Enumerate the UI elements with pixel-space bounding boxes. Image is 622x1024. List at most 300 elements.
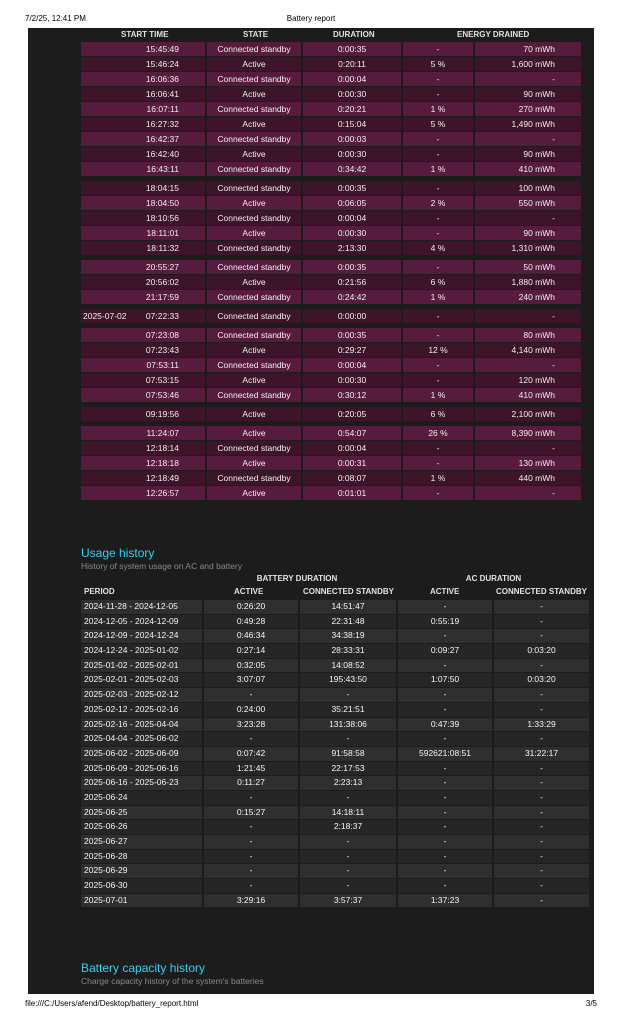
usage-row <box>81 87 581 102</box>
battery-active-cell: - <box>204 850 298 864</box>
energy-mwh-cell: 100 mWh <box>475 181 581 195</box>
duration-cell: 0:20:11 <box>303 57 401 71</box>
start-time: 21:17:59 <box>145 292 179 302</box>
start-time-cell <box>81 328 205 342</box>
state-cell: Connected standby <box>207 328 301 342</box>
print-file-path: file:///C:/Users/afend/Desktop/battery_report.html <box>25 999 199 1008</box>
history-row <box>81 806 589 821</box>
period-cell: 2025-02-12 - 2025-02-16 <box>81 703 202 717</box>
capacity-history-subtitle: Charge capacity history of the system's batteries <box>81 976 264 986</box>
state-cell: Active <box>207 486 301 500</box>
duration-cell: 0:30:12 <box>303 388 401 402</box>
energy-percent-cell: 5 % <box>403 57 473 71</box>
period-cell: 2025-02-16 - 2025-04-04 <box>81 718 202 732</box>
start-time: 18:11:32 <box>146 243 179 253</box>
start-time: 16:07:11 <box>146 104 179 114</box>
period-cell: 2024-12-09 - 2024-12-24 <box>81 629 202 643</box>
usage-row <box>81 471 581 486</box>
energy-percent-cell: - <box>403 147 473 161</box>
start-time: 16:06:36 <box>145 74 179 84</box>
state-cell: Connected standby <box>207 309 301 323</box>
start-time: 16:43:11 <box>146 164 179 174</box>
duration-cell: 0:08:07 <box>303 471 401 485</box>
ac-standby-cell: - <box>494 600 589 614</box>
state-cell: Active <box>207 275 301 289</box>
battery-standby-cell: 34:38:19 <box>300 629 396 643</box>
battery-standby-cell: - <box>300 864 396 878</box>
usage-row <box>81 102 581 117</box>
start-time-cell <box>81 486 205 500</box>
usage-row <box>81 486 581 501</box>
battery-standby-cell: 35:21:51 <box>300 703 396 717</box>
energy-percent-cell: 1 % <box>403 102 473 116</box>
ac-standby-cell: - <box>494 879 589 893</box>
usage-row <box>81 388 581 403</box>
ac-active-cell: 0:55:19 <box>398 615 492 629</box>
start-time-cell <box>81 260 205 274</box>
usage-row <box>81 147 581 162</box>
ac-standby-cell: - <box>494 615 589 629</box>
duration-cell: 0:06:05 <box>303 196 401 210</box>
start-time-cell <box>81 87 205 101</box>
period-cell: 2025-06-02 - 2025-06-09 <box>81 747 202 761</box>
energy-percent-cell: 4 % <box>403 241 473 255</box>
history-row <box>81 644 589 659</box>
usage-row <box>81 441 581 456</box>
battery-standby-cell: 91:58:58 <box>300 747 396 761</box>
duration-cell: 0:34:42 <box>303 162 401 176</box>
energy-percent-cell: 2 % <box>403 196 473 210</box>
battery-standby-cell: 2:23:13 <box>300 776 396 790</box>
state-cell: Active <box>207 407 301 421</box>
state-cell: Connected standby <box>207 241 301 255</box>
ac-active-cell: - <box>398 688 492 702</box>
period-cell: 2025-06-27 <box>81 835 202 849</box>
ac-active-cell: - <box>398 820 492 834</box>
start-time: 12:18:14 <box>145 443 179 453</box>
ac-standby-cell: 1:33:29 <box>494 718 589 732</box>
state-cell: Active <box>207 57 301 71</box>
energy-percent-cell: 6 % <box>403 407 473 421</box>
battery-standby-cell: - <box>300 732 396 746</box>
ac-active-cell: - <box>398 762 492 776</box>
print-doc-title: Battery report <box>286 14 336 23</box>
start-time-cell <box>81 343 205 357</box>
start-time-cell <box>81 456 205 470</box>
ac-active-cell: 0:09:27 <box>398 644 492 658</box>
ac-active-cell: - <box>398 732 492 746</box>
start-time: 11:24:07 <box>146 428 179 438</box>
state-cell: Connected standby <box>207 162 301 176</box>
start-time-cell <box>81 181 205 195</box>
period-cell: 2025-02-01 - 2025-02-03 <box>81 673 202 687</box>
duration-cell: 0:21:56 <box>303 275 401 289</box>
energy-mwh-cell: 270 mWh <box>475 102 581 116</box>
start-time: 18:10:56 <box>145 213 179 223</box>
energy-mwh-cell: - <box>475 486 581 500</box>
print-datetime: 7/2/25, 12:41 PM <box>25 14 86 23</box>
battery-active-cell: - <box>204 864 298 878</box>
usage-row <box>81 456 581 471</box>
start-time-cell <box>81 407 205 421</box>
duration-cell: 0:00:30 <box>303 373 401 387</box>
energy-percent-cell: 12 % <box>403 343 473 357</box>
ac-active-cell: - <box>398 806 492 820</box>
battery-active-cell: 0:11:27 <box>204 776 298 790</box>
ac-active-cell: - <box>398 850 492 864</box>
start-time-cell <box>81 441 205 455</box>
duration-cell: 0:00:04 <box>303 358 401 372</box>
energy-percent-cell: - <box>403 211 473 225</box>
ac-standby-cell: - <box>494 659 589 673</box>
energy-mwh-cell: 50 mWh <box>475 260 581 274</box>
battery-active-cell: 3:23:28 <box>204 718 298 732</box>
period-cell: 2025-06-09 - 2025-06-16 <box>81 762 202 776</box>
energy-percent-cell: - <box>403 309 473 323</box>
duration-cell: 0:29:27 <box>303 343 401 357</box>
energy-mwh-cell: 240 mWh <box>475 290 581 304</box>
battery-standby-cell: 14:18:11 <box>300 806 396 820</box>
energy-mwh-cell: 2,100 mWh <box>475 407 581 421</box>
duration-cell: 0:00:35 <box>303 181 401 195</box>
start-time-cell <box>81 358 205 372</box>
energy-mwh-cell: 1,490 mWh <box>475 117 581 131</box>
ac-active-cell: - <box>398 879 492 893</box>
period-cell: 2025-06-29 <box>81 864 202 878</box>
ac-standby-cell: 0:03:20 <box>494 644 589 658</box>
start-time: 20:55:27 <box>145 262 179 272</box>
start-time: 12:18:18 <box>145 458 179 468</box>
period-cell: 2025-06-16 - 2025-06-23 <box>81 776 202 790</box>
energy-mwh-cell: 1,600 mWh <box>475 57 581 71</box>
start-time: 12:18:49 <box>145 473 179 483</box>
state-cell: Connected standby <box>207 42 301 56</box>
battery-active-cell: - <box>204 835 298 849</box>
ac-active-cell: - <box>398 659 492 673</box>
col-ac-active: ACTIVE <box>430 587 460 596</box>
energy-mwh-cell: 90 mWh <box>475 226 581 240</box>
start-time-cell <box>81 211 205 225</box>
start-time-cell <box>81 102 205 116</box>
start-time-cell <box>81 117 205 131</box>
print-page-number: 3/5 <box>585 999 597 1008</box>
state-cell: Connected standby <box>207 260 301 274</box>
duration-cell: 2:13:30 <box>303 241 401 255</box>
report-page <box>28 28 594 994</box>
ac-active-cell: - <box>398 629 492 643</box>
period-cell: 2025-02-03 - 2025-02-12 <box>81 688 202 702</box>
duration-cell: 0:00:00 <box>303 309 401 323</box>
battery-standby-cell: - <box>300 835 396 849</box>
history-row <box>81 850 589 865</box>
start-time: 20:56:02 <box>145 277 179 287</box>
start-time: 18:11:01 <box>146 228 179 238</box>
state-cell: Connected standby <box>207 132 301 146</box>
start-time-cell <box>81 275 205 289</box>
energy-mwh-cell: 120 mWh <box>475 373 581 387</box>
duration-cell: 0:00:03 <box>303 132 401 146</box>
history-row <box>81 747 589 762</box>
ac-standby-cell: - <box>494 850 589 864</box>
energy-percent-cell: - <box>403 181 473 195</box>
duration-cell: 0:00:31 <box>303 456 401 470</box>
ac-standby-cell: - <box>494 864 589 878</box>
usage-row <box>81 241 581 256</box>
start-time-cell <box>81 471 205 485</box>
start-time-cell <box>81 162 205 176</box>
usage-row <box>81 358 581 373</box>
battery-active-cell: - <box>204 688 298 702</box>
period-cell: 2025-01-02 - 2025-02-01 <box>81 659 202 673</box>
duration-cell: 0:00:30 <box>303 87 401 101</box>
usage-history-table <box>81 600 589 908</box>
battery-active-cell: 0:26:20 <box>204 600 298 614</box>
ac-standby-cell: - <box>494 703 589 717</box>
period-cell: 2024-11-28 - 2024-12-05 <box>81 600 202 614</box>
duration-cell: 0:15:04 <box>303 117 401 131</box>
usage-row <box>81 328 581 343</box>
col-battery-standby: CONNECTED STANDBY <box>303 587 394 596</box>
start-time: 15:45:49 <box>145 44 179 54</box>
col-battery-active: ACTIVE <box>234 587 264 596</box>
start-time-cell <box>81 309 205 323</box>
state-cell: Connected standby <box>207 102 301 116</box>
col-state: STATE <box>243 30 269 39</box>
state-cell: Active <box>207 196 301 210</box>
ac-standby-cell: - <box>494 762 589 776</box>
ac-active-cell: - <box>398 703 492 717</box>
start-time-cell <box>81 132 205 146</box>
start-time: 16:27:32 <box>145 119 179 129</box>
energy-mwh-cell: - <box>475 441 581 455</box>
state-cell: Active <box>207 343 301 357</box>
energy-mwh-cell: 90 mWh <box>475 87 581 101</box>
period-cell: 2025-06-25 <box>81 806 202 820</box>
state-cell: Connected standby <box>207 441 301 455</box>
state-cell: Active <box>207 117 301 131</box>
battery-standby-cell: - <box>300 879 396 893</box>
energy-percent-cell: 6 % <box>403 275 473 289</box>
duration-cell: 0:00:35 <box>303 328 401 342</box>
state-cell: Active <box>207 87 301 101</box>
history-row <box>81 776 589 791</box>
recent-usage-header <box>81 30 581 42</box>
history-row <box>81 732 589 747</box>
history-row <box>81 629 589 644</box>
ac-active-cell: - <box>398 835 492 849</box>
energy-mwh-cell: - <box>475 211 581 225</box>
energy-mwh-cell: 4,140 mWh <box>475 343 581 357</box>
usage-row <box>81 117 581 132</box>
battery-standby-cell: 28:33:31 <box>300 644 396 658</box>
battery-active-cell: 0:07:42 <box>204 747 298 761</box>
usage-row <box>81 226 581 241</box>
energy-mwh-cell: 80 mWh <box>475 328 581 342</box>
state-cell: Connected standby <box>207 290 301 304</box>
history-row <box>81 894 589 909</box>
energy-percent-cell: - <box>403 486 473 500</box>
start-time: 16:42:37 <box>145 134 179 144</box>
start-time-cell <box>81 290 205 304</box>
history-row <box>81 673 589 688</box>
battery-standby-cell: 2:18:37 <box>300 820 396 834</box>
start-time: 16:06:41 <box>145 89 179 99</box>
ac-active-cell: - <box>398 791 492 805</box>
start-time: 07:22:33 <box>145 311 179 321</box>
start-time-cell <box>81 147 205 161</box>
energy-percent-cell: 26 % <box>403 426 473 440</box>
ac-active-cell: - <box>398 600 492 614</box>
start-time-cell <box>81 196 205 210</box>
state-cell: Connected standby <box>207 72 301 86</box>
battery-active-cell: 0:24:00 <box>204 703 298 717</box>
energy-percent-cell: - <box>403 72 473 86</box>
history-row <box>81 791 589 806</box>
energy-mwh-cell: 410 mWh <box>475 388 581 402</box>
battery-active-cell: 1:21:45 <box>204 762 298 776</box>
start-time-cell <box>81 226 205 240</box>
state-cell: Active <box>207 373 301 387</box>
period-cell: 2025-06-26 <box>81 820 202 834</box>
history-row <box>81 820 589 835</box>
battery-standby-cell: 14:08:52 <box>300 659 396 673</box>
history-row <box>81 600 589 615</box>
battery-active-cell: 0:32:05 <box>204 659 298 673</box>
energy-mwh-cell: - <box>475 309 581 323</box>
ac-standby-cell: 0:03:20 <box>494 673 589 687</box>
period-cell: 2024-12-24 - 2025-01-02 <box>81 644 202 658</box>
energy-percent-cell: - <box>403 226 473 240</box>
ac-standby-cell: - <box>494 894 589 908</box>
history-row <box>81 703 589 718</box>
state-cell: Connected standby <box>207 181 301 195</box>
usage-row <box>81 309 581 324</box>
battery-active-cell: 0:15:27 <box>204 806 298 820</box>
battery-standby-cell: 14:51:47 <box>300 600 396 614</box>
duration-cell: 0:24:42 <box>303 290 401 304</box>
state-cell: Connected standby <box>207 211 301 225</box>
state-cell: Active <box>207 456 301 470</box>
duration-cell: 0:00:35 <box>303 260 401 274</box>
start-time: 12:26:57 <box>145 488 179 498</box>
battery-standby-cell: - <box>300 850 396 864</box>
energy-percent-cell: - <box>403 260 473 274</box>
energy-mwh-cell: - <box>475 132 581 146</box>
ac-standby-cell: - <box>494 791 589 805</box>
ac-active-cell: - <box>398 864 492 878</box>
battery-active-cell: 0:49:28 <box>204 615 298 629</box>
state-cell: Connected standby <box>207 388 301 402</box>
period-cell: 2025-06-24 <box>81 791 202 805</box>
energy-mwh-cell: - <box>475 72 581 86</box>
usage-row <box>81 290 581 305</box>
start-time: 07:53:15 <box>145 375 179 385</box>
energy-mwh-cell: 410 mWh <box>475 162 581 176</box>
usage-row <box>81 275 581 290</box>
history-row <box>81 879 589 894</box>
ac-active-cell: 1:37:23 <box>398 894 492 908</box>
period-cell: 2025-06-30 <box>81 879 202 893</box>
history-row <box>81 864 589 879</box>
duration-cell: 0:00:04 <box>303 211 401 225</box>
start-time: 18:04:15 <box>145 183 179 193</box>
period-cell: 2025-07-01 <box>81 894 202 908</box>
duration-cell: 0:00:30 <box>303 147 401 161</box>
energy-percent-cell: 1 % <box>403 290 473 304</box>
start-time: 18:04:50 <box>145 198 179 208</box>
ac-standby-cell: - <box>494 629 589 643</box>
battery-standby-cell: 22:31:48 <box>300 615 396 629</box>
history-row <box>81 615 589 630</box>
energy-mwh-cell: - <box>475 358 581 372</box>
state-cell: Active <box>207 147 301 161</box>
energy-percent-cell: 1 % <box>403 471 473 485</box>
ac-active-cell: 1:07:50 <box>398 673 492 687</box>
start-time: 09:19:56 <box>145 409 179 419</box>
col-ac-standby: CONNECTED STANDBY <box>496 587 587 596</box>
battery-standby-cell: - <box>300 791 396 805</box>
ac-active-cell: 592621:08:51 <box>398 747 492 761</box>
energy-percent-cell: - <box>403 42 473 56</box>
battery-active-cell: 3:29:16 <box>204 894 298 908</box>
ac-standby-cell: 31:22:17 <box>494 747 589 761</box>
start-time-cell <box>81 388 205 402</box>
col-start-time: START TIME <box>121 30 169 39</box>
period-cell: 2025-04-04 - 2025-06-02 <box>81 732 202 746</box>
capacity-history-title: Battery capacity history <box>81 961 206 975</box>
duration-cell: 0:20:05 <box>303 407 401 421</box>
state-cell: Connected standby <box>207 471 301 485</box>
duration-cell: 0:00:04 <box>303 72 401 86</box>
history-row <box>81 718 589 733</box>
usage-history-header <box>81 587 589 599</box>
battery-active-cell: 0:27:14 <box>204 644 298 658</box>
ac-standby-cell: - <box>494 688 589 702</box>
energy-percent-cell: 1 % <box>403 388 473 402</box>
duration-cell: 0:00:35 <box>303 42 401 56</box>
energy-percent-cell: - <box>403 373 473 387</box>
state-cell: Connected standby <box>207 358 301 372</box>
energy-percent-cell: - <box>403 132 473 146</box>
duration-cell: 0:54:07 <box>303 426 401 440</box>
start-time-cell <box>81 72 205 86</box>
ac-standby-cell: - <box>494 820 589 834</box>
usage-row <box>81 162 581 177</box>
group-ac-duration: AC DURATION <box>465 574 522 583</box>
start-time: 15:46:24 <box>145 59 179 69</box>
start-time: 16:42:40 <box>145 149 179 159</box>
usage-row <box>81 407 581 422</box>
col-period: PERIOD <box>84 587 115 596</box>
battery-standby-cell: 195:43:50 <box>300 673 396 687</box>
group-battery-duration: BATTERY DURATION <box>256 574 338 583</box>
energy-percent-cell: 5 % <box>403 117 473 131</box>
energy-percent-cell: - <box>403 328 473 342</box>
battery-active-cell: 0:46:34 <box>204 629 298 643</box>
battery-standby-cell: 131:38:06 <box>300 718 396 732</box>
start-time: 07:23:43 <box>145 345 179 355</box>
state-cell: Active <box>207 226 301 240</box>
energy-percent-cell: 1 % <box>403 162 473 176</box>
energy-mwh-cell: 130 mWh <box>475 456 581 470</box>
battery-active-cell: 3:07:07 <box>204 673 298 687</box>
start-time: 07:23:08 <box>145 330 179 340</box>
usage-row <box>81 132 581 147</box>
energy-mwh-cell: 70 mWh <box>475 42 581 56</box>
usage-row <box>81 196 581 211</box>
battery-standby-cell: - <box>300 688 396 702</box>
energy-mwh-cell: 440 mWh <box>475 471 581 485</box>
